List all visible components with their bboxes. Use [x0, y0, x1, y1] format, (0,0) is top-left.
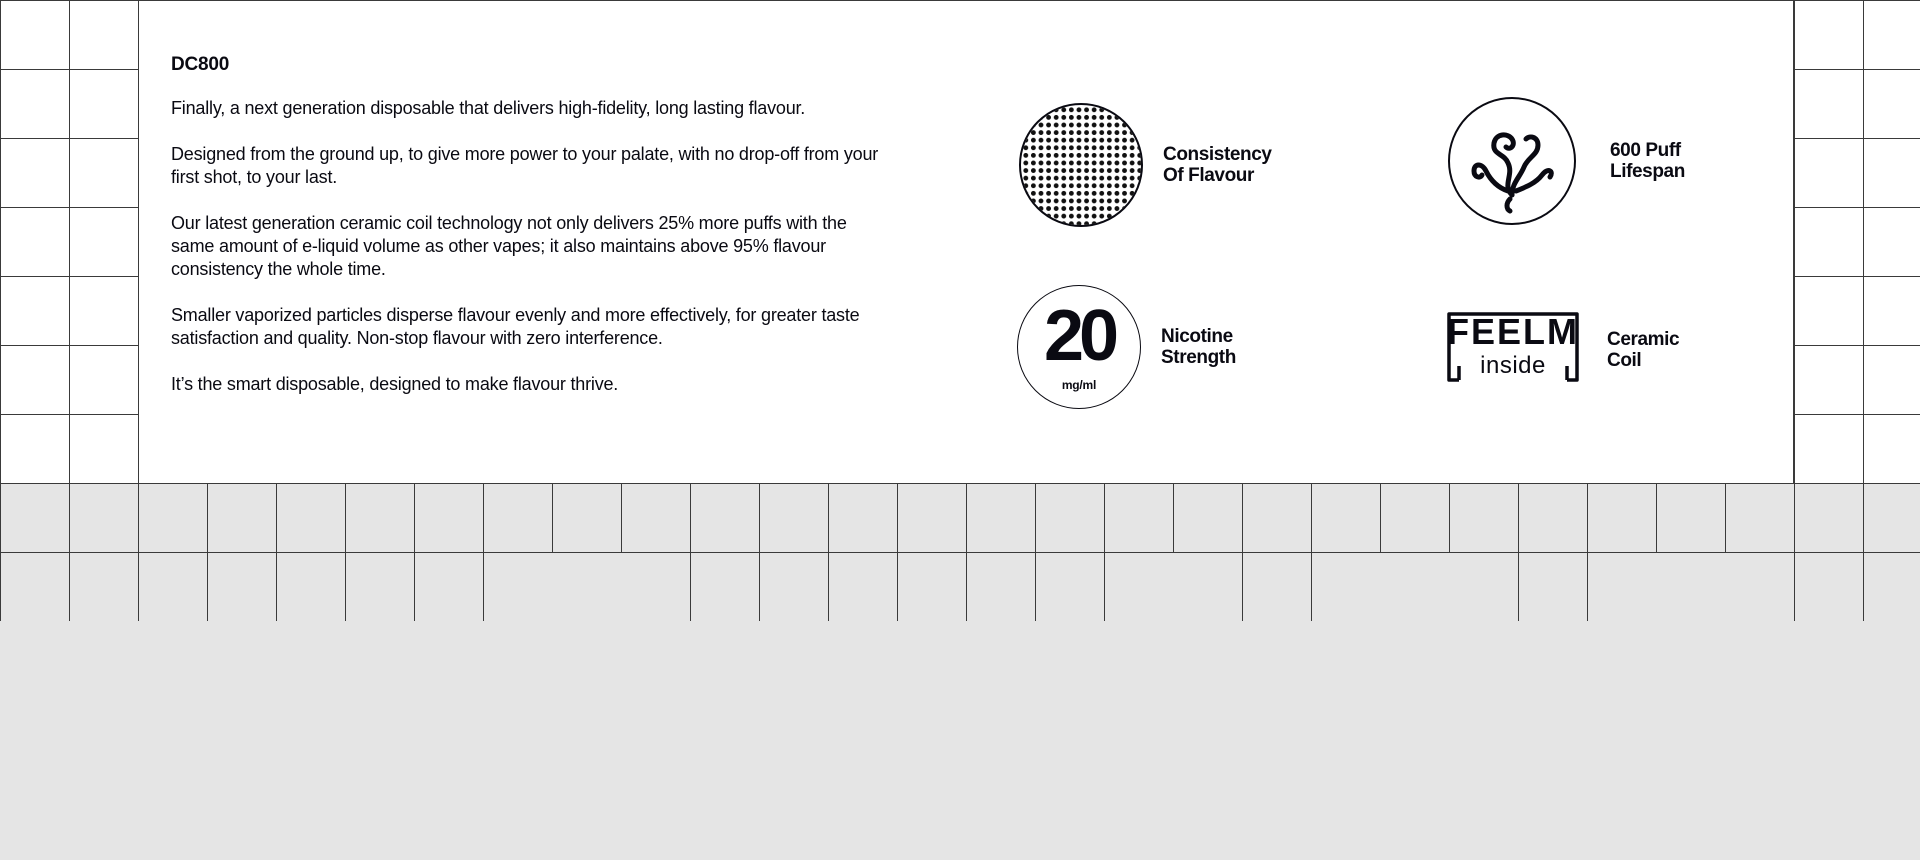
feature-puff-lifespan: [1448, 97, 1760, 225]
feature-ceramic-coil: [1443, 308, 1757, 392]
paragraph-coil-tech: Our latest generation ceramic coil technology not only delivers 25% more puffs with the same amount of e-liquid volume as other vapes; it also maintains above 95% flavour consistency the whole time.: [171, 213, 847, 279]
grid-gap: [1380, 553, 1517, 621]
paragraph-particles: Smaller vaporized particles disperse flavour evenly and more effectively, for greater taste satisfaction and quality. Non-stop flavour with zero interference.: [171, 305, 860, 348]
paragraph-closing: It’s the smart disposable, designed to make flavour thrive.: [171, 374, 619, 394]
feelm-inside: inside: [1480, 352, 1546, 379]
nicotine-badge: [1017, 285, 1141, 409]
grid-gap: [1656, 553, 1793, 621]
dot-pattern-icon: [1019, 103, 1143, 227]
paragraph-intro: Finally, a next generation disposable that delivers high-fidelity, long lasting flavour.: [171, 98, 806, 118]
product-title: DC800: [171, 54, 230, 75]
product-info-panel: [138, 0, 1794, 483]
feature-nicotine-label: Nicotine Strength: [1161, 326, 1236, 368]
paragraph-design: Designed from the ground up, to give more power to your palate, with no drop-off from your first shot, to your last.: [171, 144, 879, 187]
feelm-brand: FEELM: [1447, 311, 1579, 352]
grid-gap: [1173, 553, 1241, 621]
product-description: [171, 53, 891, 419]
feature-coil-label: Ceramic Coil: [1607, 329, 1680, 371]
nicotine-value: 20: [1043, 296, 1115, 376]
nicotine-unit: mg/ml: [1061, 378, 1097, 392]
background-grid-band: [0, 483, 1920, 621]
feature-consistency: [1019, 103, 1313, 227]
grid-gap: [70, 553, 138, 621]
feature-consistency-label: Consistency Of Flavour: [1163, 144, 1272, 186]
feelm-logo: [1443, 308, 1583, 392]
feature-puff-label: 600 Puff Lifespan: [1610, 140, 1685, 182]
smoke-swirl-icon: [1448, 97, 1576, 225]
feature-nicotine: [1017, 285, 1311, 409]
grid-gap: [552, 553, 689, 621]
